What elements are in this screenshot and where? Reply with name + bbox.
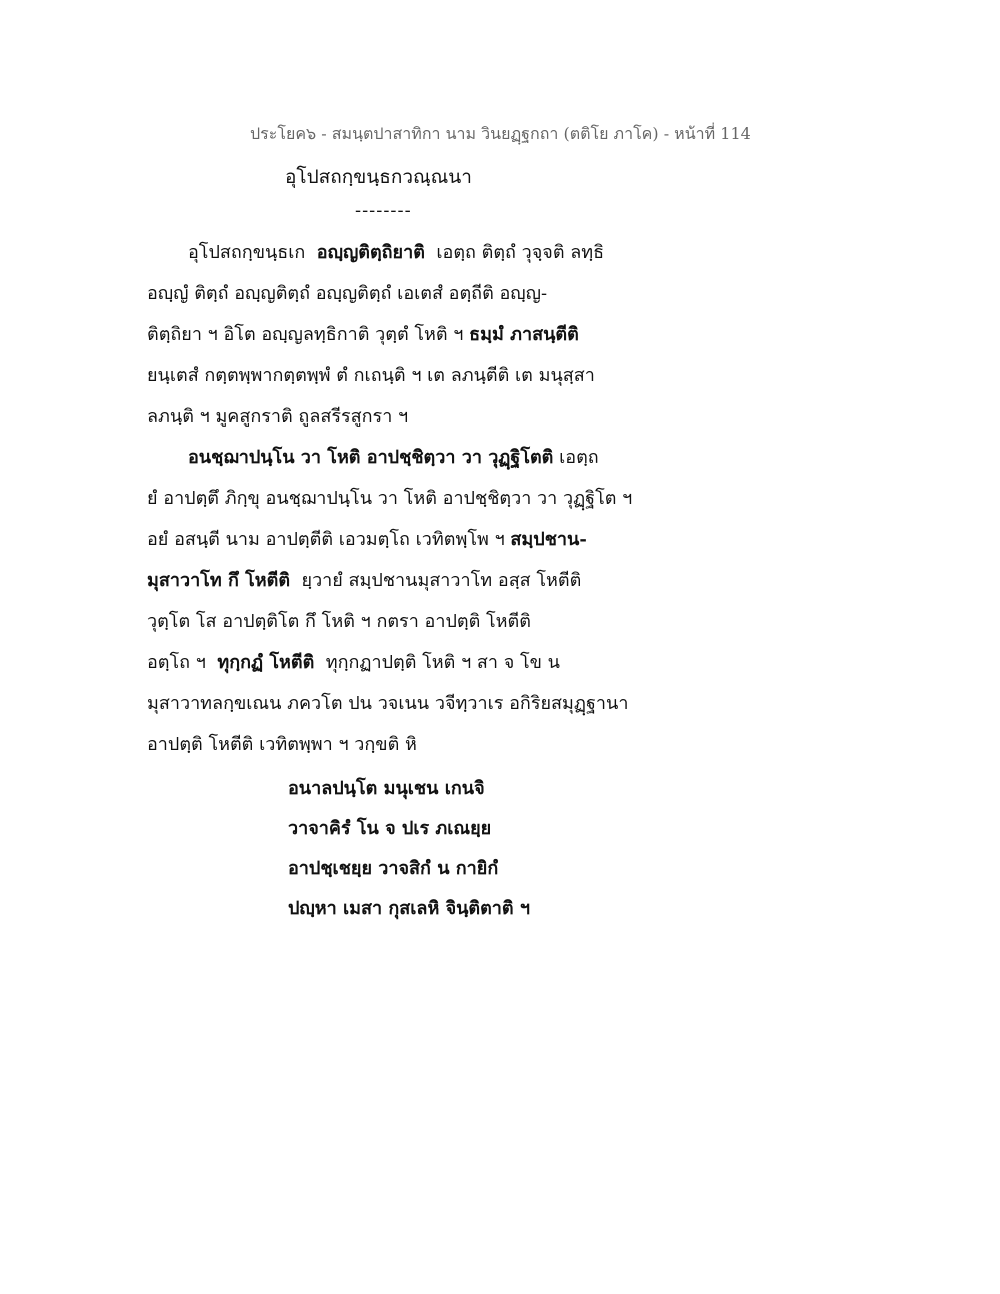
bold-term: อนชฺฌาปนฺโน วา โหติ อาปชฺชิตฺวา วา วุฏฺฐิโตติ (188, 447, 554, 468)
bold-term: มุสาวาโท กึ โหตีติ (147, 570, 291, 591)
text-run: ยฺวายํ สมฺปชานมุสาวาโท อสฺส โหตีติ (301, 570, 582, 591)
verse-line-4: ปญฺหา เมสา กุสเลหิ จินฺติตาติ ฯ (288, 898, 530, 919)
paragraph-1-line-1 (188, 244, 604, 262)
text-run: ติตฺถิยา ฯ อิโต อญฺญลทฺธิกาติ วุตฺตํ โหติ ฯ (147, 324, 464, 345)
paragraph-2-line-1 (188, 449, 599, 467)
verse-line-1: อนาลปนฺโต มนุเชน เกนจิ (288, 778, 485, 799)
verse-line-2: วาจาคิรํ โน จ ปเร ภเณยฺย (288, 818, 492, 839)
text-run: เอตฺถ (559, 447, 599, 468)
paragraph-1-line-5: ลภนฺติ ฯ มูคสูกราติ ถูลสรีรสูกรา ฯ (147, 406, 409, 427)
bold-term: สมฺปชาน- (510, 529, 587, 550)
paragraph-2-line-6 (147, 654, 560, 672)
verse-line-3: อาปชฺเชยฺย วาจสิกํ น กายิกํ (288, 858, 499, 879)
title-divider: -------- (355, 200, 412, 221)
paragraph-2-line-7: มุสาวาทลกฺขเณน ภควโต ปน วจเนน วจีทฺวาเร อกิริยสมุฏฺฐานา (147, 693, 629, 714)
paragraph-2-line-4 (147, 572, 581, 590)
paragraph-1-line-4: ยนฺเตสํ กตฺตพฺพากตฺตพฺพํ ตํ กเถนฺติ ฯ เต ลภนฺตีติ เต มนุสฺสา (147, 365, 595, 386)
text-run: ทุกฺกฏาปตฺติ โหติ ฯ สา จ โข น (325, 652, 560, 673)
text-run: เอตฺถ ติตฺถํ วุจฺจติ ลทฺธิ (436, 242, 605, 263)
paragraph-1-line-2: อญฺญํ ติตฺถํ อญฺญติตฺถํ อญฺญติตฺถํ เอเตสํ อตฺถีติ อญฺญ- (147, 283, 548, 304)
text-run: อตฺโถ ฯ (147, 652, 206, 673)
paragraph-2-line-3 (147, 531, 587, 549)
bold-term: ธมฺมํ ภาสนฺตีติ (469, 324, 579, 345)
chapter-title: อุโปสถกฺขนฺธกวณฺณนา (285, 166, 472, 188)
paragraph-2-line-8: อาปตฺติ โหตีติ เวทิตพฺพา ฯ วกฺขติ หิ (147, 734, 417, 755)
paragraph-2-line-5: วุตฺโต โส อาปตฺติโต กึ โหติ ฯ กตรา อาปตฺติ โหตีติ (147, 611, 531, 632)
text-run: อุโปสถกฺขนฺธเก (188, 242, 306, 263)
text-run: อยํ อสนฺตี นาม อาปตฺตีติ เอวมตฺโถ เวทิตพฺโพ ฯ (147, 529, 505, 550)
bold-term: ทุกฺกฏํ โหตีติ (217, 652, 315, 673)
paragraph-1-line-3 (147, 326, 579, 344)
bold-term: อญฺญติตฺถิยาติ (316, 242, 425, 263)
running-header: ประโยค๖ - สมนฺตปาสาทิกา นาม วินยฏฺฐกถา (ตติโย ภาโค) - หน้าที่ 114 (250, 124, 751, 143)
paragraph-2-line-2: ยํ อาปตฺตึ ภิกฺขุ อนชฺฌาปนฺโน วา โหติ อาปชฺชิตฺวา วา วุฏฺฐิโต ฯ (147, 488, 633, 509)
